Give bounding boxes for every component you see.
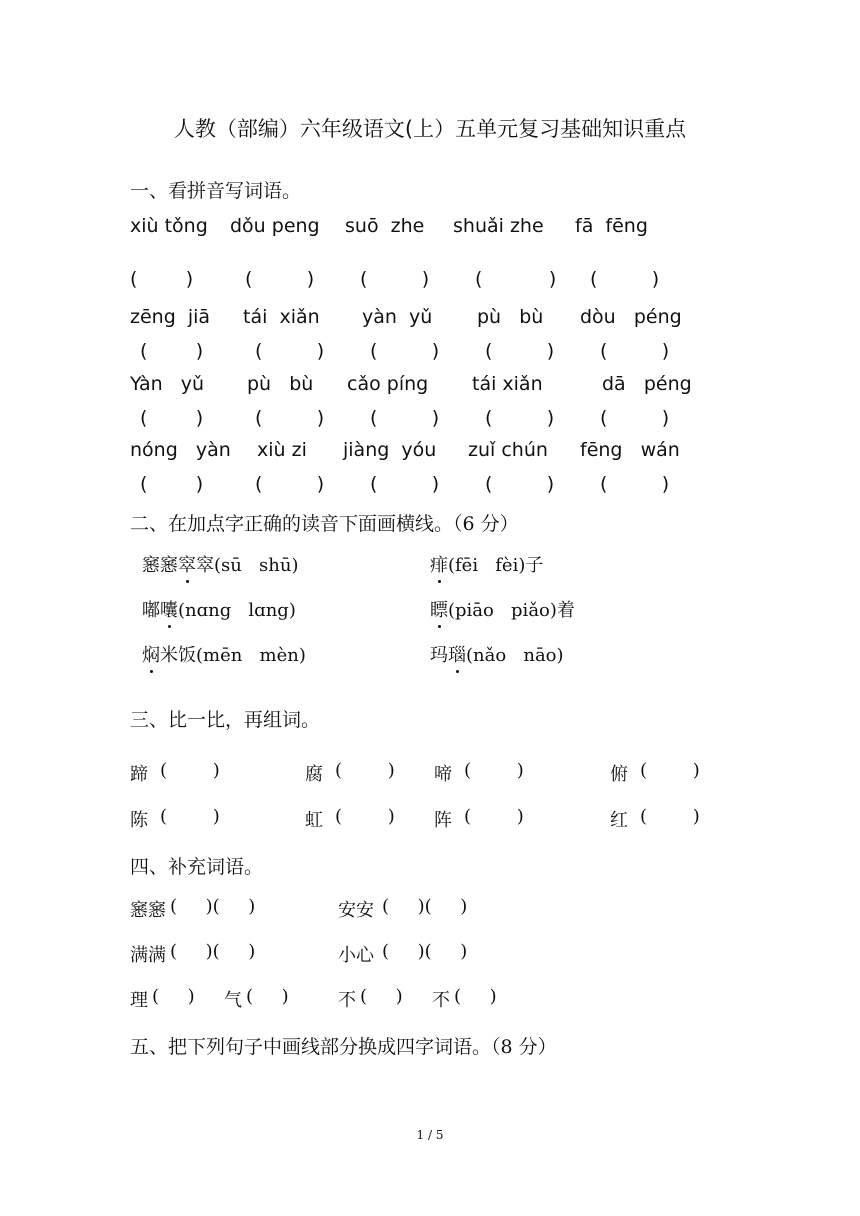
answer-blank[interactable]: ( ) — [640, 760, 700, 781]
answer-blank[interactable]: ( ) — [152, 986, 195, 1007]
word-prefix: 安安 — [338, 900, 374, 921]
answer-blank[interactable]: ( ) — [246, 986, 289, 1007]
section-2-heading: 二、在加点字正确的读音下面画横线。（6 分） — [130, 513, 519, 535]
answer-blank[interactable]: ( ) — [485, 407, 555, 429]
answer-blank[interactable]: ( ) — [464, 760, 524, 781]
answer-blank[interactable]: ( ) — [140, 340, 204, 362]
answer-blank[interactable]: ( ) — [360, 268, 430, 290]
compare-char: 啼 — [434, 764, 452, 785]
word-prefix: 小心 — [338, 945, 374, 966]
word-prefix: 满满 — [130, 945, 166, 966]
compare-char: 腐 — [305, 764, 323, 785]
reading-item: 焖米饭(mēn mèn) — [142, 641, 306, 667]
pinyin-cell: nóng yàn — [130, 439, 231, 461]
answer-blank[interactable]: ( )( ) — [170, 896, 256, 917]
answer-blank[interactable]: ( ) — [370, 473, 440, 495]
answer-blank[interactable]: ( ) — [370, 407, 440, 429]
page-number: 1 / 5 — [416, 1128, 444, 1142]
answer-blank[interactable]: ( ) — [600, 407, 670, 429]
section-1-heading: 一、看拼音写词语。 — [130, 180, 302, 202]
answer-blank[interactable]: ( ) — [370, 340, 440, 362]
section-4-heading: 四、补充词语。 — [130, 856, 264, 878]
compare-char: 俯 — [610, 764, 628, 785]
compare-char: 阵 — [434, 810, 452, 831]
section-3-heading: 三、比一比，再组词。 — [130, 709, 321, 731]
pinyin-cell: zēng jiā — [130, 306, 211, 328]
answer-blank[interactable]: ( ) — [475, 268, 557, 290]
pinyin-cell: cǎo píng — [347, 373, 429, 395]
compare-char: 陈 — [130, 810, 148, 831]
page-title: 人教（部编）六年级语文(上）五单元复习基础知识重点 — [173, 117, 687, 141]
section-5-heading: 五、把下列句子中画线部分换成四字词语。（8 分） — [130, 1036, 557, 1058]
pinyin-cell: tái xiǎn — [243, 306, 320, 328]
pinyin-cell: xiù zi — [257, 439, 307, 461]
pinyin-cell: yàn yǔ — [362, 306, 433, 328]
compare-char: 红 — [610, 810, 628, 831]
answer-blank[interactable]: ( ) — [360, 986, 403, 1007]
pinyin-cell: zuǐ chún — [468, 439, 548, 461]
compare-char: 虹 — [305, 810, 323, 831]
compare-char: 蹄 — [130, 764, 148, 785]
pinyin-cell: xiù tǒng — [130, 215, 208, 237]
answer-blank[interactable]: ( ) — [485, 473, 555, 495]
reading-item: 瞟(piāo piǎo)着 — [430, 596, 575, 622]
answer-blank[interactable]: ( ) — [454, 986, 497, 1007]
answer-blank[interactable]: ( ) — [160, 806, 220, 827]
dotted-char: 瑙 — [448, 641, 466, 667]
answer-blank[interactable]: ( ) — [130, 268, 194, 290]
answer-blank[interactable]: ( ) — [255, 407, 325, 429]
pinyin-cell: pù bù — [247, 373, 314, 395]
pinyin-cell: fā fēng — [575, 215, 648, 237]
pinyin-cell: shuǎi zhe — [453, 215, 544, 237]
answer-blank[interactable]: ( )( ) — [382, 941, 468, 962]
pinyin-cell: dā péng — [602, 373, 692, 395]
answer-blank[interactable]: ( ) — [600, 473, 670, 495]
dotted-char: 瞟 — [430, 596, 448, 622]
pinyin-cell: tái xiǎn — [472, 373, 543, 395]
answer-blank[interactable]: ( ) — [140, 473, 204, 495]
answer-blank[interactable]: ( ) — [335, 806, 395, 827]
answer-blank[interactable]: ( )( ) — [170, 941, 256, 962]
pinyin-cell: jiàng yóu — [343, 439, 437, 461]
dotted-char: 痱 — [430, 551, 448, 577]
pinyin-cell: suō zhe — [345, 215, 425, 237]
answer-blank[interactable]: ( ) — [245, 268, 315, 290]
answer-blank[interactable]: ( ) — [464, 806, 524, 827]
pinyin-cell: Yàn yǔ — [130, 373, 205, 395]
answer-blank[interactable]: ( ) — [160, 760, 220, 781]
reading-item: 窸窸窣窣(sū shū) — [142, 551, 298, 577]
answer-blank[interactable]: ( ) — [255, 473, 325, 495]
answer-blank[interactable]: ( )( ) — [382, 896, 468, 917]
answer-blank[interactable]: ( ) — [640, 806, 700, 827]
answer-blank[interactable]: ( ) — [590, 268, 660, 290]
answer-blank[interactable]: ( ) — [335, 760, 395, 781]
pinyin-cell: dǒu peng — [230, 215, 320, 237]
dotted-char: 焖 — [142, 641, 160, 667]
reading-item: 痱(fēi fèi)子 — [430, 551, 543, 577]
word-char: 理 — [130, 990, 148, 1011]
reading-item: 玛瑙(nǎo nāo) — [430, 641, 564, 667]
dotted-char: 囔 — [160, 596, 178, 622]
answer-blank[interactable]: ( ) — [485, 340, 555, 362]
reading-item: 嘟囔(nɑng lɑng) — [142, 596, 296, 622]
answer-blank[interactable]: ( ) — [600, 340, 670, 362]
word-char: 不 — [432, 990, 450, 1011]
word-prefix: 窸窸 — [130, 900, 166, 921]
pinyin-cell: pù bù — [477, 306, 544, 328]
word-char: 气 — [224, 990, 242, 1011]
pinyin-cell: dòu péng — [580, 306, 682, 328]
answer-blank[interactable]: ( ) — [255, 340, 325, 362]
dotted-char: 窣 — [178, 551, 196, 577]
word-char: 不 — [338, 990, 356, 1011]
answer-blank[interactable]: ( ) — [140, 407, 204, 429]
pinyin-cell: fēng wán — [580, 439, 680, 461]
